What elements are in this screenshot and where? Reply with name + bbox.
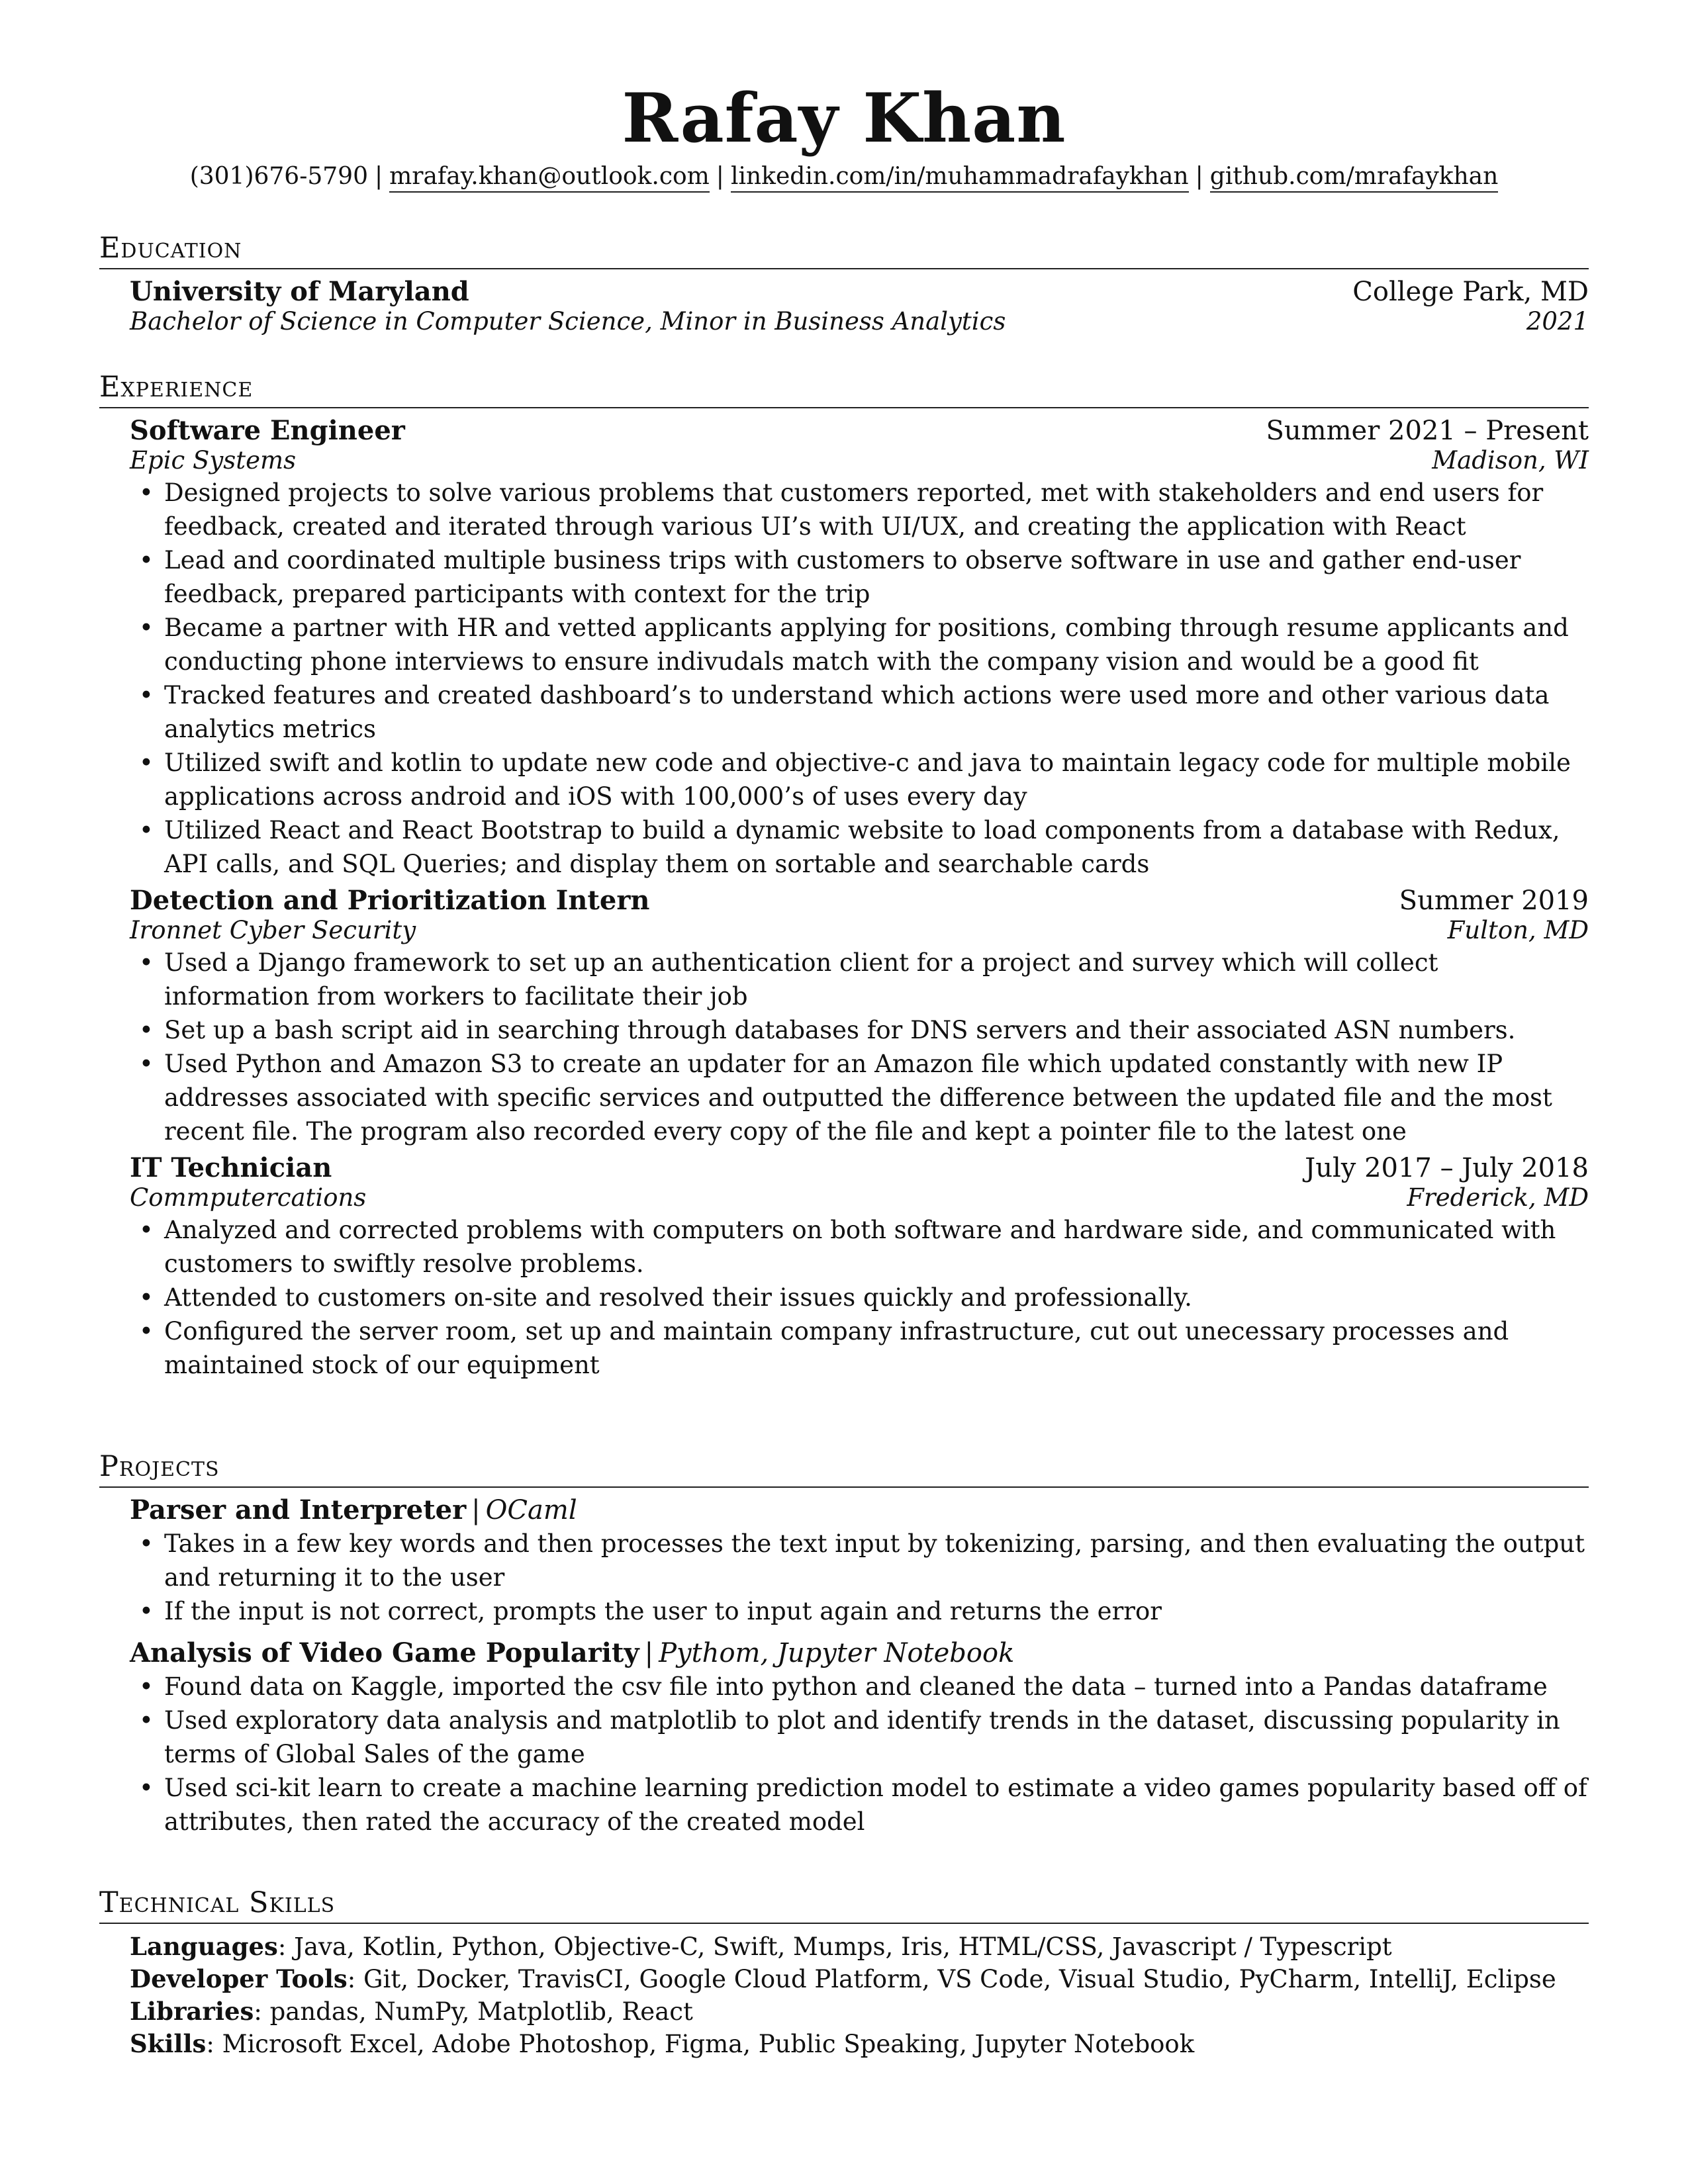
bullet-item: • Became a partner with HR and vetted applicants applying for positions, combing through resume applicants and conducting phone interviews to ensure indivudals match with the company vision and would be a good fit (130, 611, 1589, 678)
skills-row (130, 1963, 1589, 1995)
bullet-item: • Used exploratory data analysis and matplotlib to plot and identify trends in the dataset, discussing popularity in terms of Global Sales of the game (130, 1704, 1589, 1771)
skills-label: Libraries (130, 1997, 254, 2026)
skills-list (130, 1931, 1589, 2060)
bullet-item: • Designed projects to solve various problems that customers reported, met with stakeholders and end users for feedback, created and iterated through various UI’s with UI/UX, and creating the application with React (130, 476, 1589, 543)
bullet-item: • Used a Django framework to set up an authentication client for a project and survey which will collect information from workers to facilitate their job (130, 946, 1589, 1013)
skills-value: : Java, Kotlin, Python, Objective-C, Swift, Mumps, Iris, HTML/CSS, Javascript / Typescript (277, 1933, 1392, 1962)
project-tech: OCaml (485, 1495, 577, 1526)
email-link[interactable]: mrafay.khan@outlook.com (389, 163, 710, 193)
phone-number: (301)676-5790 (189, 163, 368, 190)
contact-separator: | (1195, 163, 1203, 190)
job-dates: July 2017 – July 2018 (1305, 1153, 1589, 1184)
bullet-item: • Tracked features and created dashboard’s to understand which actions were used more and other various data analytics metrics (130, 678, 1589, 746)
job-company: Ironnet Cyber Security (130, 916, 416, 945)
job-role: Software Engineer (130, 415, 405, 447)
github-link[interactable]: github.com/mrafaykhan (1210, 163, 1499, 193)
job-role: IT Technician (130, 1152, 332, 1184)
education-section (99, 233, 1589, 336)
job-subheader (130, 916, 1589, 944)
section-title-projects: Projects (99, 1451, 1589, 1488)
skills-label: Languages (130, 1932, 278, 1962)
job-role: Detection and Prioritization Intern (130, 885, 650, 917)
skills-value: : Git, Docker, TravisCI, Google Cloud Platform, VS Code, Visual Studio, PyCharm, IntelliJ, Eclipse (347, 1965, 1556, 1994)
skills-row (130, 2028, 1589, 2060)
project-header (130, 1494, 1589, 1525)
job-bullets (130, 476, 1589, 881)
bullet-item: • Utilized React and React Bootstrap to build a dynamic website to load components from a database with Redux, API calls, and SQL Queries; and display them on sortable and searchable cards (130, 813, 1589, 881)
job-location: Madison, WI (1432, 446, 1589, 475)
projects-section (99, 1451, 1589, 1839)
graduation-year: 2021 (1526, 307, 1589, 336)
skills-section (99, 1888, 1589, 2060)
bullet-item: • Utilized swift and kotlin to update new code and objective-c and java to maintain legacy code for multiple mobile applications across android and iOS with 100,000’s of uses every day (130, 746, 1589, 813)
contact-separator: | (716, 163, 724, 190)
job-bullets (130, 1213, 1589, 1382)
section-title-education: Education (99, 233, 1589, 269)
resume-name: Rafay Khan (622, 79, 1066, 158)
project-bullets (130, 1527, 1589, 1628)
project-bullets (130, 1670, 1589, 1839)
bullet-item: • Used Python and Amazon S3 to create an updater for an Amazon file which updated constantly with new IP addresses associated with specific services and outputted the difference between the updated file and the most recent file. The program also recorded every copy of the file and kept a pointer file to the latest one (130, 1047, 1589, 1148)
job-company: Epic Systems (130, 446, 297, 475)
skills-label: Developer Tools (130, 1964, 348, 1994)
education-subrow (130, 307, 1589, 336)
job-header (130, 1152, 1589, 1183)
bullet-item: • Takes in a few key words and then processes the text input by tokenizing, parsing, and then evaluating the output and returning it to the user (130, 1527, 1589, 1594)
bullet-item: • Analyzed and corrected problems with computers on both software and hardware side, and communicated with customers to swiftly resolve problems. (130, 1213, 1589, 1281)
section-title-skills: Technical Skills (99, 1888, 1589, 1924)
job-bullets (130, 946, 1589, 1148)
school-location: College Park, MD (1352, 277, 1589, 308)
bullet-item: • Attended to customers on-site and resolved their issues quickly and professionally. (130, 1281, 1589, 1314)
job-dates: Summer 2019 (1399, 886, 1589, 917)
experience-section (99, 372, 1589, 1382)
job-company: Commputercations (130, 1183, 367, 1212)
skills-row (130, 1995, 1589, 2028)
project-entry (130, 1637, 1589, 1839)
bullet-item: • If the input is not correct, prompts the user to input again and returns the error (130, 1594, 1589, 1628)
bullet-item: • Configured the server room, set up and maintain company infrastructure, cut out unecessary processes and maintained stock of our equipment (130, 1314, 1589, 1382)
job-entry (130, 415, 1589, 881)
job-location: Frederick, MD (1407, 1183, 1589, 1212)
bullet-item: • Used sci-kit learn to create a machine learning prediction model to estimate a video games popularity based off of attributes, then rated the accuracy of the created model (130, 1771, 1589, 1839)
project-name: Parser and Interpreter (130, 1494, 467, 1526)
section-title-experience: Experience (99, 372, 1589, 408)
project-separator: | (471, 1495, 481, 1526)
skills-value: : pandas, NumPy, Matplotlib, React (254, 1997, 693, 2026)
job-subheader (130, 446, 1589, 475)
project-header (130, 1637, 1589, 1668)
job-entry (130, 1152, 1589, 1382)
job-location: Fulton, MD (1447, 916, 1589, 945)
project-name: Analysis of Video Game Popularity (130, 1637, 639, 1669)
job-subheader (130, 1183, 1589, 1212)
education-row (130, 276, 1589, 307)
job-entry (130, 885, 1589, 1148)
bullet-item: • Lead and coordinated multiple business trips with customers to observe software in use and gather end-user feedback, prepared participants with context for the trip (130, 543, 1589, 611)
project-tech: Pythom, Jupyter Notebook (659, 1638, 1015, 1669)
skills-row (130, 1931, 1589, 1963)
skills-value: : Microsoft Excel, Adobe Photoshop, Figma, Public Speaking, Jupyter Notebook (206, 2030, 1195, 2059)
job-header (130, 885, 1589, 916)
linkedin-link[interactable]: linkedin.com/in/muhammadrafaykhan (731, 163, 1189, 193)
contact-line (0, 162, 1688, 191)
education-entry (130, 276, 1589, 336)
bullet-item: • Set up a bash script aid in searching through databases for DNS servers and their associated ASN numbers. (130, 1013, 1589, 1047)
job-header (130, 415, 1589, 446)
bullet-item: • Found data on Kaggle, imported the csv file into python and cleaned the data – turned into a Pandas dataframe (130, 1670, 1589, 1704)
job-dates: Summer 2021 – Present (1266, 416, 1589, 447)
project-separator: | (644, 1638, 654, 1669)
school-name: University of Maryland (130, 276, 469, 308)
project-entry (130, 1494, 1589, 1628)
skills-label: Skills (130, 2029, 207, 2059)
degree: Bachelor of Science in Computer Science, Minor in Business Analytics (130, 307, 1006, 336)
contact-separator: | (374, 163, 383, 190)
